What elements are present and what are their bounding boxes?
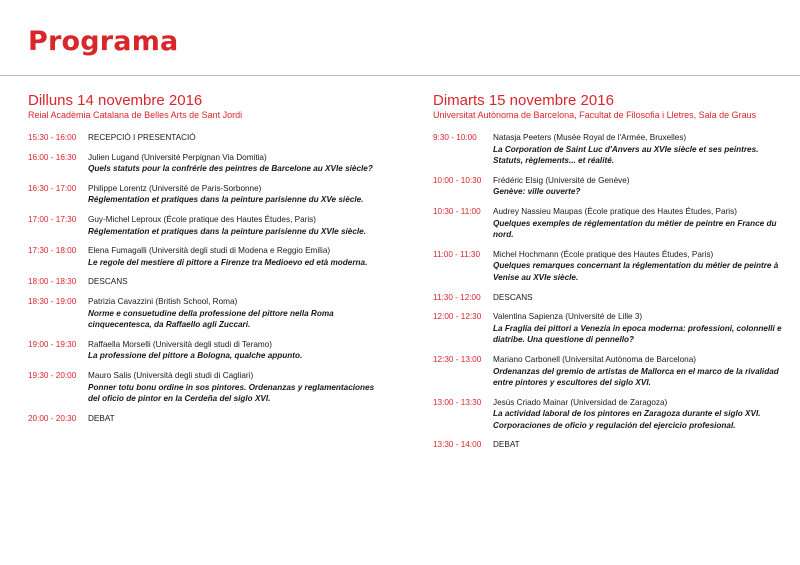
session-body xyxy=(493,311,783,346)
session-speaker: Frédéric Elsig (Université de Genève) xyxy=(493,175,630,185)
session-time: 20:00 - 20:30 xyxy=(28,413,77,423)
session-row xyxy=(28,339,378,362)
session-body xyxy=(88,339,378,362)
session-time: 18:00 - 18:30 xyxy=(28,277,77,287)
session-speaker: Julien Lugand (Université Perpignan Via Domitia) xyxy=(88,152,267,162)
session-body xyxy=(88,296,378,331)
session-row xyxy=(28,132,378,144)
session-time: 13:30 - 14:00 xyxy=(433,440,482,450)
session-row xyxy=(433,397,783,432)
day-title: Dilluns 14 novembre 2016 xyxy=(28,92,203,109)
session-list xyxy=(28,132,378,424)
session-speaker: Audrey Nassieu Maupas (École pratique des Hautes Études, Paris) xyxy=(493,206,737,216)
session-speaker: Jesús Criado Mainar (Universidad de Zaragoza) xyxy=(493,397,668,407)
session-speaker: Guy-Michel Leproux (École pratique des Hautes Études, Paris) xyxy=(88,214,316,224)
page-title: Programa xyxy=(28,26,179,57)
session-row xyxy=(28,214,378,237)
session-body xyxy=(493,249,783,284)
session-body xyxy=(88,152,378,175)
session-body xyxy=(88,276,378,288)
session-body xyxy=(493,132,783,167)
session-body xyxy=(88,132,378,144)
session-time: 9:30 - 10:00 xyxy=(433,133,477,142)
session-time: 10:30 - 11:00 xyxy=(433,206,481,216)
session-talk-title: Quels statuts pour la confrérie des peintres de Barcelone au XVIe siècle? xyxy=(88,164,373,174)
session-talk-title: Réglementation et pratiques dans la peinture parisienne du XVe siècle. xyxy=(88,195,364,205)
session-time: 13:00 - 13:30 xyxy=(433,397,482,407)
session-row xyxy=(28,276,378,288)
session-body xyxy=(88,214,378,237)
session-row xyxy=(28,413,378,425)
session-time: 19:30 - 20:00 xyxy=(28,370,77,380)
session-time: 10:00 - 10:30 xyxy=(433,175,482,185)
session-body xyxy=(493,175,783,198)
session-body xyxy=(493,206,783,241)
session-speaker: Elena Fumagalli (Università degli studi di Modena e Reggio Emilia) xyxy=(88,246,331,256)
session-row xyxy=(433,311,783,346)
session-row xyxy=(433,175,783,198)
session-body xyxy=(88,413,378,425)
session-time: 11:30 - 12:00 xyxy=(433,292,481,302)
session-body xyxy=(88,245,378,268)
session-row xyxy=(433,132,783,167)
session-row xyxy=(28,296,378,331)
session-row xyxy=(28,370,378,405)
session-row xyxy=(433,292,783,304)
session-body xyxy=(493,397,783,432)
session-row xyxy=(28,152,378,175)
session-talk-title: Quelques exemples de réglementation du métier de peintre en France du nord. xyxy=(493,218,777,240)
session-talk-title: Genève: ville ouverte? xyxy=(493,187,581,197)
session-row xyxy=(433,206,783,241)
session-body xyxy=(88,183,378,206)
day-venue: Reial Acadèmia Catalana de Belles Arts de Sant Jordi xyxy=(28,110,243,120)
session-speaker: DESCANS xyxy=(88,277,128,287)
session-talk-title: La Fraglia dei pittori a Venezia in epoca moderna: professioni, colonnelli e diatribe. Una questione di pennello? xyxy=(493,323,782,345)
session-body xyxy=(88,370,378,405)
session-talk-title: Le regole del mestiere di pittore a Firenze tra Medioevo ed età moderna. xyxy=(88,257,368,267)
session-speaker: Michel Hochmann (École pratique des Hautes Études, Paris) xyxy=(493,249,714,259)
session-row xyxy=(28,183,378,206)
session-talk-title: Réglementation et pratiques dans la peinture parisienne du XVIe siècle. xyxy=(88,226,366,236)
session-time: 18:30 - 19:00 xyxy=(28,296,77,306)
session-time: 16:30 - 17:00 xyxy=(28,183,77,193)
session-talk-title: La professione del pittore a Bologna, qualche appunto. xyxy=(88,351,303,361)
session-speaker: DEBAT xyxy=(493,440,520,450)
session-row xyxy=(28,245,378,268)
session-time: 15:30 - 16:00 xyxy=(28,133,77,142)
session-body xyxy=(493,292,783,304)
session-speaker: Valentina Sapienza (Université de Lille 3) xyxy=(493,312,643,322)
session-talk-title: La Corporation de Saint Luc d'Anvers au XVIe siècle et ses peintres. Statuts, règlements... et réalité. xyxy=(493,144,759,166)
session-row xyxy=(433,439,783,451)
session-row xyxy=(433,249,783,284)
day-column-tuesday xyxy=(433,92,783,451)
session-talk-title: Ordenanzas del gremio de artistas de Mallorca en el marco de la rivalidad entre pintores y escultores del siglo XVI. xyxy=(493,366,779,388)
session-time: 19:00 - 19:30 xyxy=(28,339,77,349)
day-column-monday xyxy=(28,92,378,424)
session-speaker: Mariano Carbonell (Universitat Autònoma de Barcelona) xyxy=(493,354,696,364)
day-title: Dimarts 15 novembre 2016 xyxy=(433,92,614,109)
session-talk-title: La actividad laboral de los pintores en Zaragoza durante el siglo XVI. Corporaciones de oficio y regulación del ejercicio profesional. xyxy=(493,409,761,430)
session-time: 11:00 - 11:30 xyxy=(433,249,481,259)
session-talk-title: Norme e consuetudine della professione del pittore nella Roma cinquecentesca, da Raffaello agli Zuccari. xyxy=(88,308,334,330)
session-list xyxy=(433,132,783,451)
session-talk-title: Ponner totu bonu ordine in sos pintores. Ordenanzas y reglamentaciones del oficio de pintor en la Cerdeña del siglo XVI. xyxy=(88,382,375,404)
session-time: 17:00 - 17:30 xyxy=(28,214,77,224)
session-time: 12:00 - 12:30 xyxy=(433,312,482,322)
session-speaker: Philippe Lorentz (Université de Paris-Sorbonne) xyxy=(88,183,262,193)
session-speaker: DESCANS xyxy=(493,292,533,302)
session-row xyxy=(433,354,783,389)
session-speaker: Natasja Peeters (Musée Royal de l'Armée, Bruxelles) xyxy=(493,133,687,142)
session-speaker: Mauro Salis (Università degli studi di Cagliari) xyxy=(88,370,254,380)
day-venue: Universitat Autònoma de Barcelona, Facultat de Filosofia i Lletres, Sala de Graus xyxy=(433,110,757,120)
session-body xyxy=(493,439,783,451)
session-speaker: Raffaella Morselli (Università degli studi di Teramo) xyxy=(88,339,272,349)
session-time: 16:00 - 16:30 xyxy=(28,152,77,162)
session-time: 17:30 - 18:00 xyxy=(28,246,77,256)
session-body xyxy=(493,354,783,389)
session-talk-title: Quelques remarques concernant la réglementation du métier de peintre à Venise au XVIe siècle. xyxy=(493,261,779,282)
session-speaker: RECEPCIÓ I PRESENTACIÓ xyxy=(88,133,196,142)
header-divider xyxy=(0,75,800,76)
session-speaker: DEBAT xyxy=(88,413,115,423)
session-speaker: Patrizia Cavazzini (British School, Roma) xyxy=(88,296,238,306)
session-time: 12:30 - 13:00 xyxy=(433,354,482,364)
